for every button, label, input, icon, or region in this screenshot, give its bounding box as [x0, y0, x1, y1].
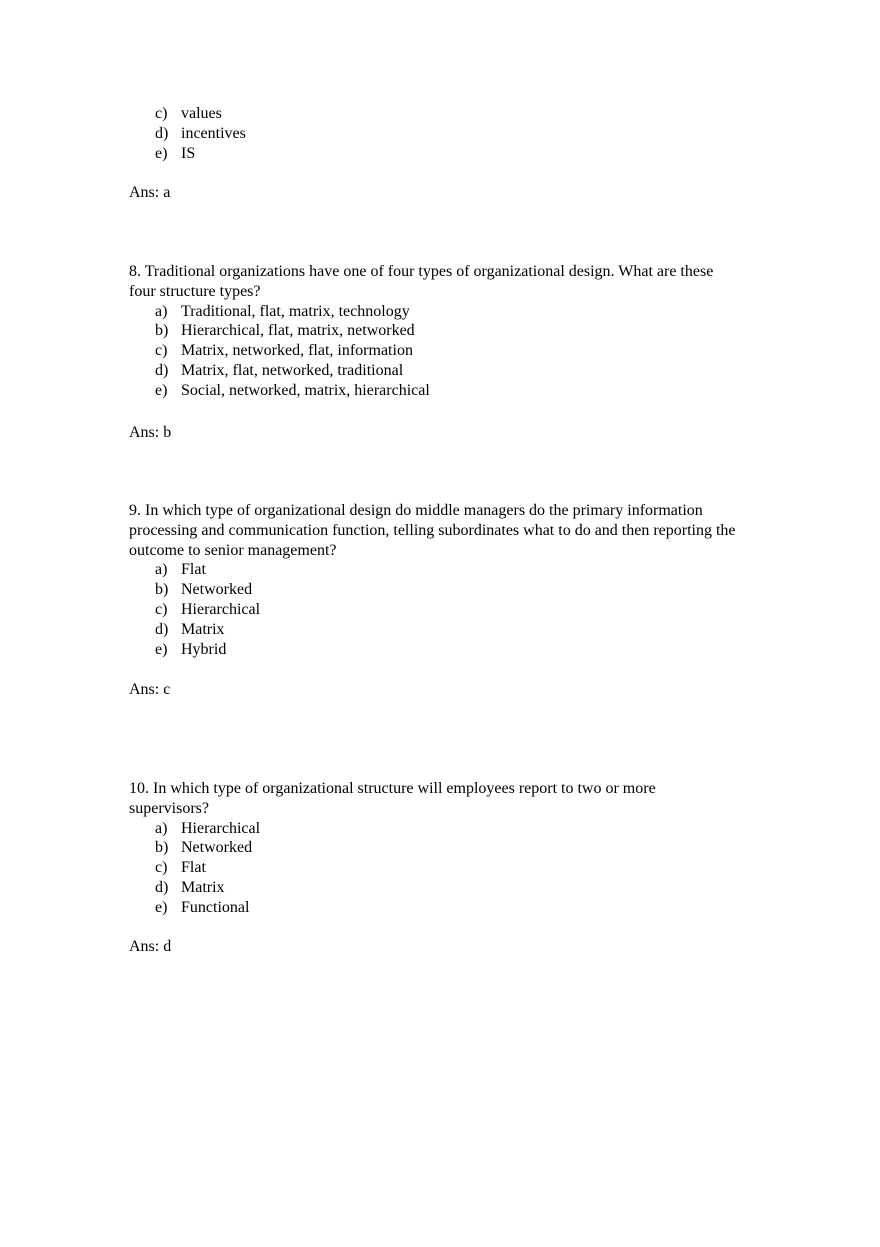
- answer: Ans: b: [129, 424, 172, 441]
- option: d) Matrix, flat, networked, traditional: [155, 361, 404, 379]
- option: c) values: [155, 105, 222, 122]
- option: a) Traditional, flat, matrix, technology: [155, 302, 410, 320]
- question-10: [129, 779, 769, 918]
- answer: Ans: d: [129, 938, 172, 955]
- option: c) Hierarchical: [155, 600, 261, 618]
- option: e) IS: [155, 144, 196, 162]
- option: a) Flat: [155, 561, 206, 579]
- option: e) Functional: [155, 898, 250, 916]
- option: b) Hierarchical, flat, matrix, networked: [155, 322, 415, 340]
- option: c) Flat: [155, 859, 206, 877]
- answer: Ans: c: [129, 681, 171, 698]
- question-text: 10. In which type of organizational structure will employees report to two or more supervisors?: [129, 780, 656, 817]
- question-text: 9. In which type of organizational design do middle managers do the primary information processing and communication function, telling subordinates what to do and then reporting the outcome to senior management?: [129, 502, 736, 559]
- carryover-options: [129, 104, 769, 163]
- option: e) Hybrid: [155, 640, 227, 658]
- answer: Ans: a: [129, 184, 171, 201]
- question-text: 8. Traditional organizations have one of four types of organizational design. What are these four structure types?: [129, 263, 714, 300]
- option: e) Social, networked, matrix, hierarchical: [155, 381, 430, 399]
- option: d) incentives: [155, 124, 246, 142]
- option: b) Networked: [155, 581, 253, 599]
- option: d) Matrix: [155, 878, 225, 896]
- option: c) Matrix, networked, flat, information: [155, 342, 413, 360]
- question-8: [129, 262, 769, 401]
- question-9: [129, 501, 769, 659]
- option: a) Hierarchical: [155, 819, 261, 837]
- option: b) Networked: [155, 839, 253, 857]
- option: d) Matrix: [155, 620, 225, 638]
